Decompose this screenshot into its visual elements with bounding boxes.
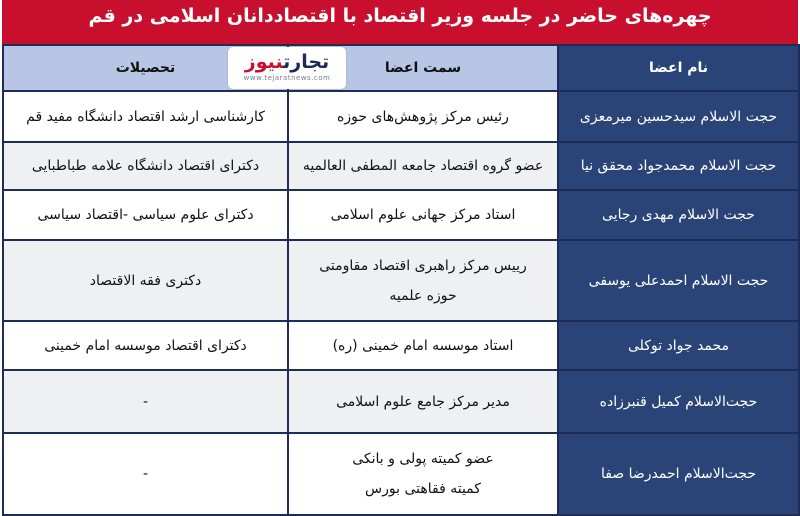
member-name: حجت‌الاسلام احمدرضا صفا <box>558 433 799 515</box>
position-line: کمیته فقاهتی بورس <box>365 481 481 497</box>
table-row <box>3 240 799 321</box>
position-line: عضو کمیته پولی و بانکی <box>352 451 494 467</box>
table-row <box>3 433 799 515</box>
position-line: رئیس مرکز پژوهش‌های حوزه <box>337 108 509 125</box>
member-name: حجت الاسلام سیدحسین میرمعزی <box>558 91 799 142</box>
member-position <box>288 190 558 240</box>
member-education: دکتری فقه الاقتصاد <box>3 240 288 321</box>
logo-word-part2: نیوز <box>244 51 284 73</box>
table-row <box>3 190 799 240</box>
position-line: حوزه علمیه <box>389 287 457 304</box>
member-name: حجت‌الاسلام کمیل قنبرزاده <box>558 370 799 433</box>
position-line: استاد موسسه امام خمینی (ره) <box>332 337 514 354</box>
table-row <box>3 142 799 190</box>
member-position <box>288 321 558 370</box>
header-position: سمت اعضا <box>288 45 558 91</box>
member-position <box>288 240 558 321</box>
table-header-row <box>3 45 799 91</box>
position-line: عضو گروه اقتصاد جامعه المطفی العالمیه <box>302 158 544 174</box>
member-education: دکترای اقتصاد دانشگاه علامه طباطبایی <box>3 142 288 190</box>
member-position <box>288 370 558 433</box>
header-education: تحصیلات <box>3 45 288 91</box>
table-row <box>3 321 799 370</box>
tejarat-news-logo <box>228 47 346 89</box>
logo-url: www.tejaratnews.com <box>243 74 331 82</box>
table-row <box>3 91 799 142</box>
member-education: کارشناسی ارشد اقتصاد دانشگاه مفید قم <box>3 91 288 142</box>
logo-wordmark <box>228 50 346 74</box>
members-table <box>2 44 800 516</box>
page-title: چهره‌های حاضر در جلسه وزیر اقتصاد با اقتصاددانان اسلامی در قم <box>88 5 712 27</box>
table-row <box>3 370 799 433</box>
position-line: استاد مرکز جهانی علوم اسلامی <box>330 207 516 223</box>
header-name: نام اعضا <box>558 45 799 91</box>
member-name: حجت الاسلام مهدی رجایی <box>558 190 799 240</box>
member-education: دکترای علوم سیاسی -اقتصاد سیاسی <box>3 190 288 240</box>
member-name: محمد جواد توکلی <box>558 321 799 370</box>
member-name: حجت الاسلام احمدعلی یوسفی <box>558 240 799 321</box>
member-education: - <box>3 370 288 433</box>
member-position <box>288 142 558 190</box>
member-education: - <box>3 433 288 515</box>
logo-word-part1: تجارت <box>283 51 330 73</box>
position-line: رییس مرکز راهبری اقتصاد مقاومتی <box>319 257 527 274</box>
member-position <box>288 91 558 142</box>
title-banner <box>2 0 798 46</box>
member-position <box>288 433 558 515</box>
position-line: مدیر مرکز جامع علوم اسلامی <box>336 393 510 410</box>
member-education: دکترای اقتصاد موسسه امام خمینی <box>3 321 288 370</box>
member-name: حجت الاسلام محمدجواد محقق نیا <box>558 142 799 190</box>
